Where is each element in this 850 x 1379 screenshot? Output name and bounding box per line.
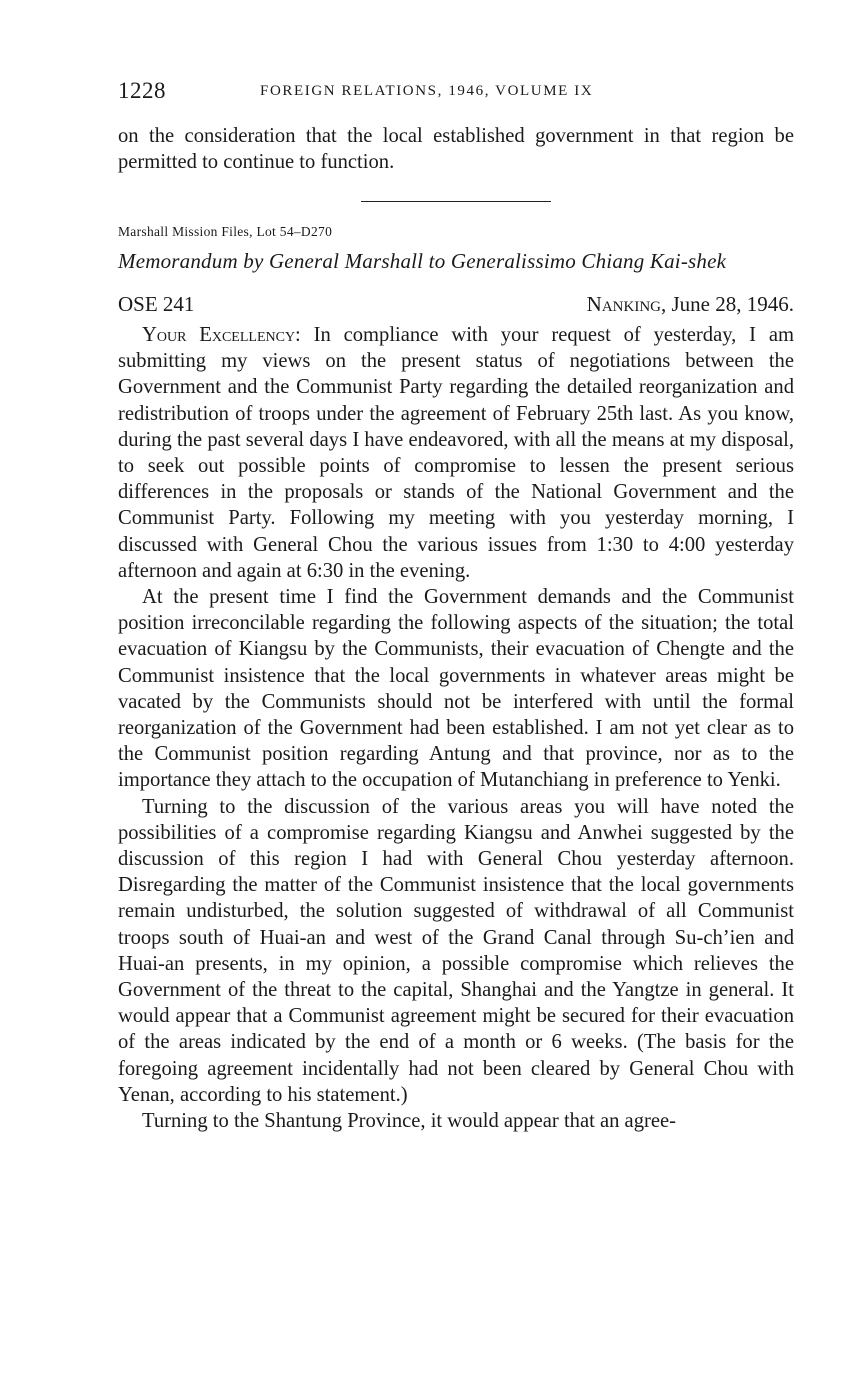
document-title: Memorandum by General Marshall to Generalissimo Chiang Kai-shek [118, 249, 727, 273]
salutation: Your Excellency: [142, 324, 301, 346]
memorandum-body [118, 322, 794, 1134]
place-name: Nanking, [586, 292, 667, 316]
date: June 28, 1946. [666, 292, 794, 316]
document-number: OSE 241 [118, 292, 195, 316]
dateline [118, 292, 794, 320]
body-paragraph-2: At the present time I find the Government demands and the Communist position irreconcilable regarding the following aspects of the situation; the total evacuation of Kiangsu by the Communists, their evacuation of Chengte and the Communist insistence that the local governments in whatever areas might be vacated by the Communists should not be interfered with until the formal reorganization of the Government had been established. I am not yet clear as to the Communist position regarding Antung and that province, nor as to the importance they attach to the occupation of Mutanchiang in preference to Yenki. [118, 586, 794, 792]
section-divider [361, 201, 551, 202]
paragraph-text: In compliance with your request of yesterday, I am submitting my views on the present status of negotiations between the Government and the Communist Party regarding the detailed reorganization and redistribution of troops under the agreement of February 25th last. As you know, during the past several days I have endeavored, with all the means at my disposal, to seek out possible points of compromise to lessen the present serious differences in the proposals or stands of the National Government and the Communist Party. Following my meeting with you yesterday morning, I discussed with General Chou the various issues from 1:30 to 4:00 yesterday afternoon and again at 6:30 in the evening. [118, 324, 794, 582]
continuation-paragraph: on the consideration that the local established government in that region be permitted to continue to function. [118, 125, 794, 174]
body-paragraph-1 [118, 322, 794, 584]
body-paragraph-3: Turning to the discussion of the various areas you will have noted the possibilities of a compromise regarding Kiangsu and Anwhei suggested by the discussion of this region I had with General Chou yesterday afternoon. Disregarding the matter of the Communist insistence that the local governments remain undisturbed, the solution suggested of withdrawal of all Communist troops south of Huai-an and west of the Grand Canal through Su-ch’ien and Huai-an presents, in my opinion, a possible compromise which relieves the Government of the threat to the capital, Shanghai and the Yangtze in general. It would appear that a Communist agreement might be secured for their evacuation of the areas indicated by the end of a month or 6 weeks. (The basis for the foregoing agreement incidentally had not been cleared by General Chou with Yenan, according to his statement.) [118, 795, 794, 1106]
place-date [587, 292, 794, 317]
page-header [118, 78, 794, 108]
source-citation: Marshall Mission Files, Lot 54–D270 [118, 224, 333, 239]
running-head: FOREIGN RELATIONS, 1946, VOLUME IX [260, 83, 594, 99]
page-number: 1228 [118, 78, 166, 103]
body-paragraph-4: Turning to the Shantung Province, it would appear that an agree- [142, 1110, 676, 1133]
